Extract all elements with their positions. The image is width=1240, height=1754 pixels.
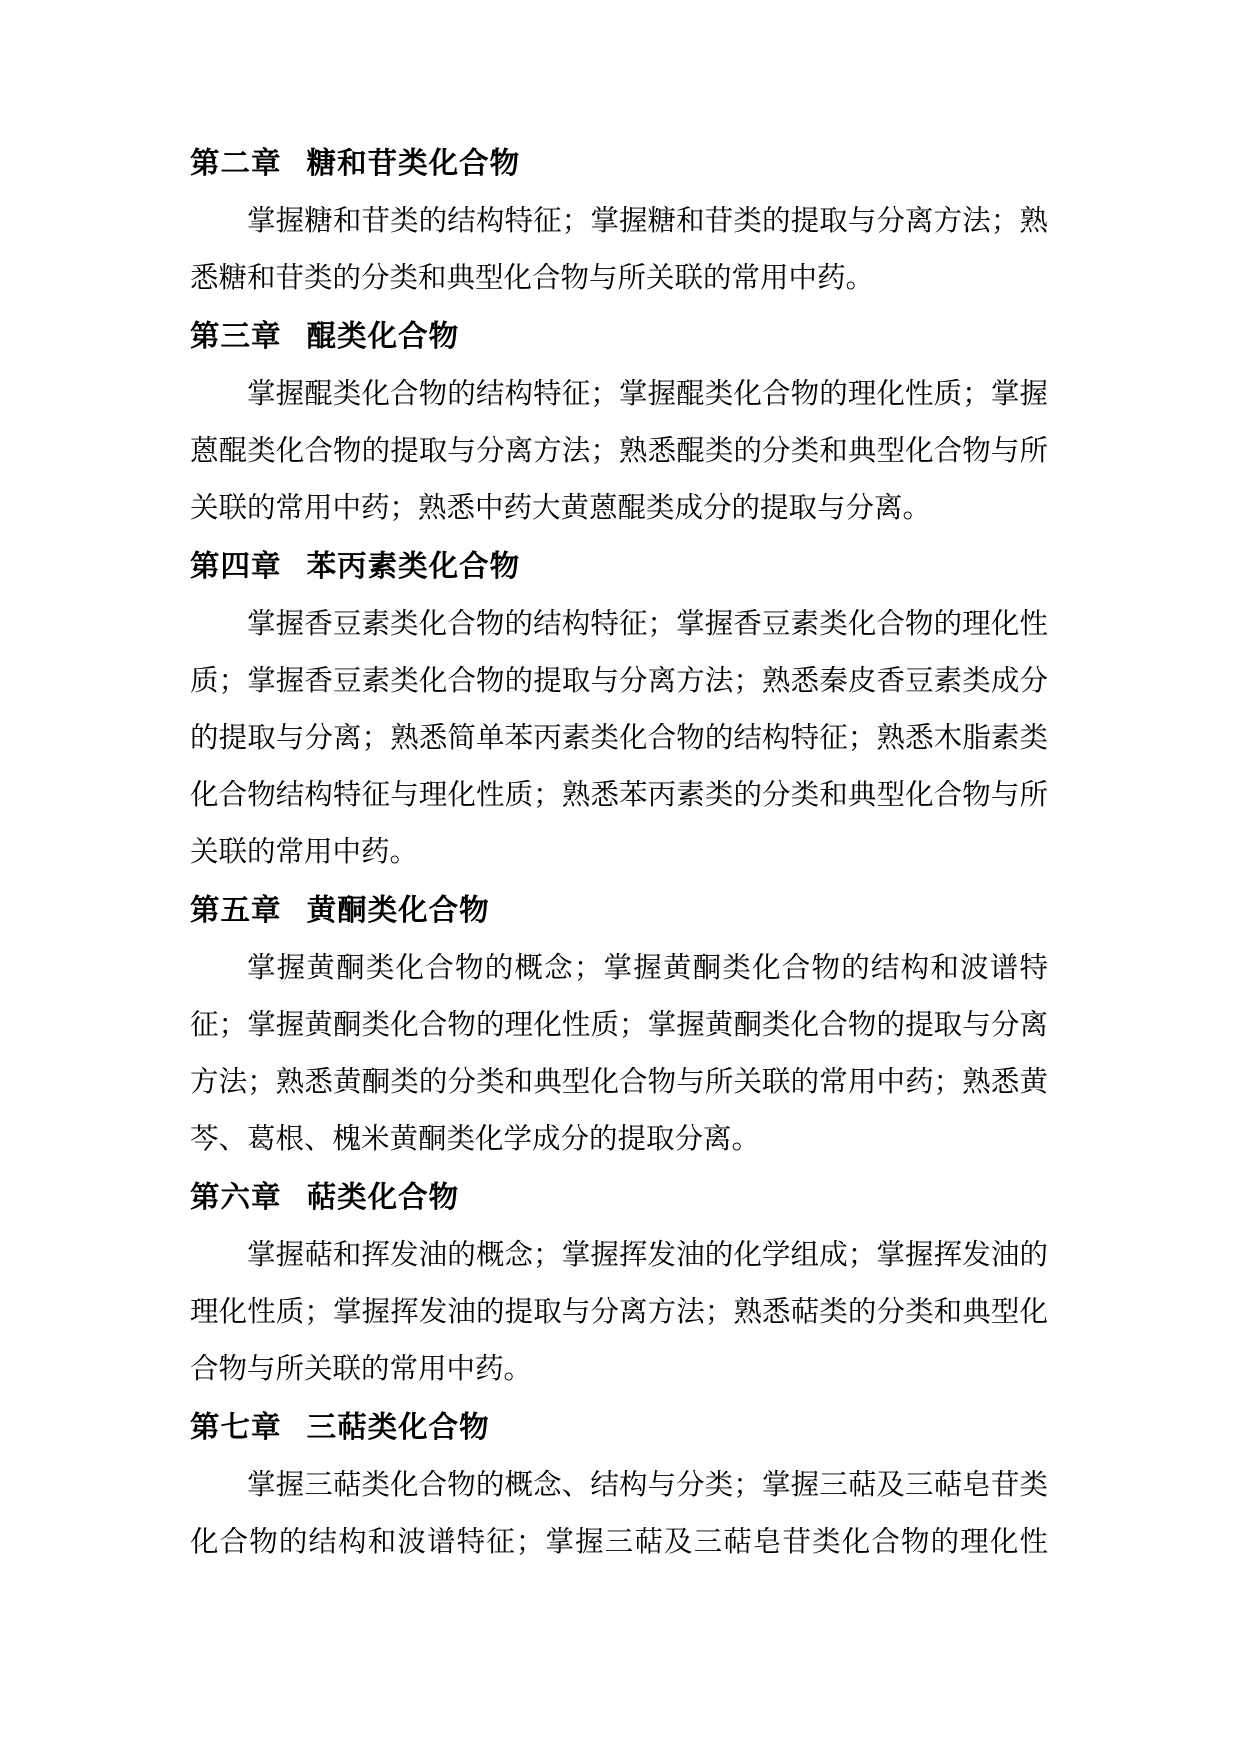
chapter-heading xyxy=(190,309,1048,366)
chapter-section-6 xyxy=(190,1170,1048,1398)
chapter-number: 第三章 xyxy=(190,321,282,353)
paragraph-line: 质；掌握香豆素类化合物的提取与分离方法；熟悉秦皮香豆素类成分 xyxy=(190,666,1048,697)
paragraph-line: 掌握三萜类化合物的概念、结构与分类；掌握三萜及三萜皂苷类 xyxy=(247,1470,1048,1501)
chapter-section-2 xyxy=(190,136,1048,307)
chapter-title: 醌类化合物 xyxy=(306,321,460,353)
chapter-heading xyxy=(190,1400,1048,1457)
paragraph-line: 掌握黄酮类化合物的概念；掌握黄酮类化合物的结构和波谱特 xyxy=(247,953,1048,984)
paragraph-line: 合物与所关联的常用中药。 xyxy=(190,1354,533,1385)
chapter-title: 糖和苷类化合物 xyxy=(306,148,521,180)
chapter-section-3 xyxy=(190,309,1048,537)
paragraph-line: 悉糖和苷类的分类和典型化合物与所关联的常用中药。 xyxy=(190,263,875,294)
paragraph-line: 掌握香豆素类化合物的结构特征；掌握香豆素类化合物的理化性 xyxy=(247,609,1048,640)
chapter-section-4 xyxy=(190,539,1048,881)
chapter-section-5 xyxy=(190,883,1048,1168)
chapter-title: 黄酮类化合物 xyxy=(306,895,490,927)
paragraph-line: 关联的常用中药；熟悉中药大黄蒽醌类成分的提取与分离。 xyxy=(190,493,932,524)
paragraph-line: 关联的常用中药。 xyxy=(190,837,419,868)
paragraph-line: 掌握醌类化合物的结构特征；掌握醌类化合物的理化性质；掌握 xyxy=(247,379,1048,410)
chapter-heading xyxy=(190,136,1048,193)
chapter-number: 第二章 xyxy=(190,148,282,180)
chapter-title: 苯丙素类化合物 xyxy=(306,551,521,583)
paragraph-line: 方法；熟悉黄酮类的分类和典型化合物与所关联的常用中药；熟悉黄 xyxy=(190,1067,1048,1098)
chapter-title: 三萜类化合物 xyxy=(306,1412,490,1444)
paragraph-line: 化合物结构特征与理化性质；熟悉苯丙素类的分类和典型化合物与所 xyxy=(190,780,1048,811)
paragraph-line: 化合物的结构和波谱特征；掌握三萜及三萜皂苷类化合物的理化性 xyxy=(190,1527,1048,1558)
chapter-number: 第七章 xyxy=(190,1412,282,1444)
paragraph-line: 掌握萜和挥发油的概念；掌握挥发油的化学组成；掌握挥发油的 xyxy=(247,1240,1048,1271)
paragraph-line: 芩、葛根、槐米黄酮类化学成分的提取分离。 xyxy=(190,1124,761,1155)
paragraph-line: 征；掌握黄酮类化合物的理化性质；掌握黄酮类化合物的提取与分离 xyxy=(190,1010,1048,1041)
chapter-title: 萜类化合物 xyxy=(306,1182,460,1214)
chapter-heading xyxy=(190,883,1048,940)
paragraph-line: 理化性质；掌握挥发油的提取与分离方法；熟悉萜类的分类和典型化 xyxy=(190,1297,1048,1328)
chapter-number: 第五章 xyxy=(190,895,282,927)
paragraph-line: 蒽醌类化合物的提取与分离方法；熟悉醌类的分类和典型化合物与所 xyxy=(190,436,1048,467)
chapter-heading xyxy=(190,1170,1048,1227)
chapter-number: 第六章 xyxy=(190,1182,282,1214)
paragraph-line: 掌握糖和苷类的结构特征；掌握糖和苷类的提取与分离方法；熟 xyxy=(247,206,1048,237)
chapter-number: 第四章 xyxy=(190,551,282,583)
document-page xyxy=(190,136,1048,1571)
chapter-heading xyxy=(190,539,1048,596)
chapter-section-7 xyxy=(190,1400,1048,1571)
paragraph-line: 的提取与分离；熟悉简单苯丙素类化合物的结构特征；熟悉木脂素类 xyxy=(190,723,1048,754)
